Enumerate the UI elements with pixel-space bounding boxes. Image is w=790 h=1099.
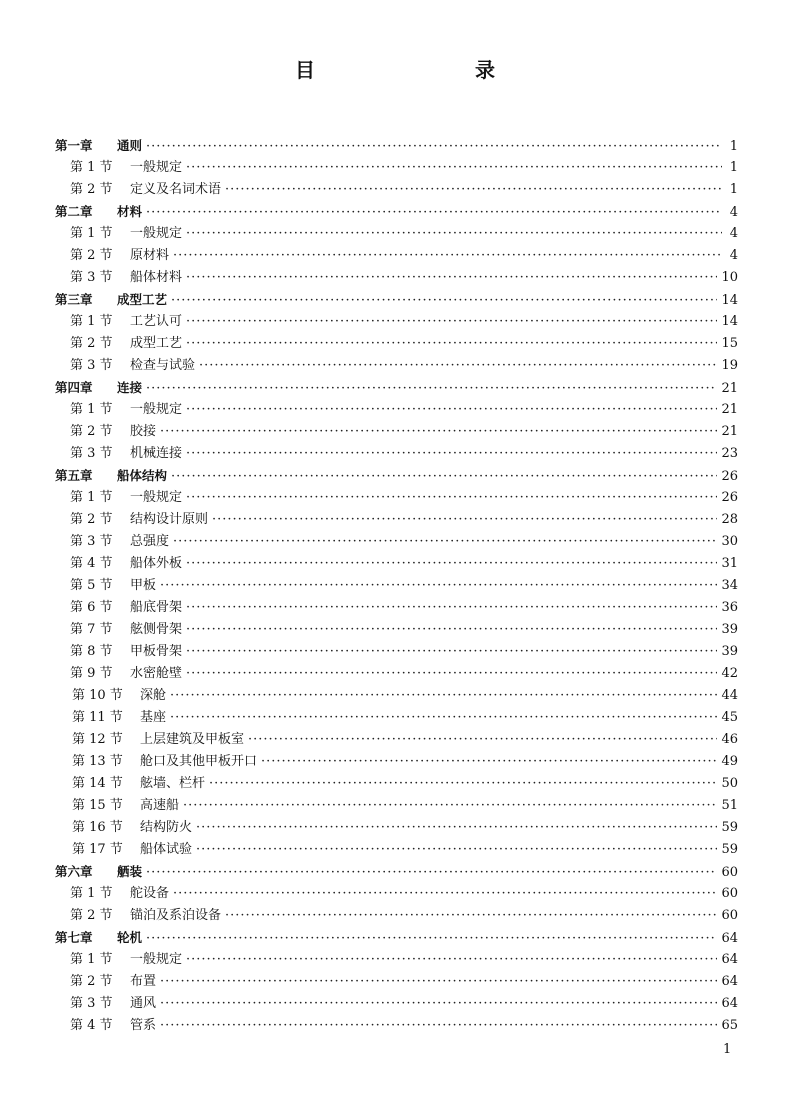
- entry-page-number: 59: [721, 820, 738, 835]
- toc-chapter-entry[interactable]: [55, 289, 738, 311]
- toc-section-entry[interactable]: [55, 179, 738, 201]
- entry-number: 第 9 节: [70, 666, 113, 681]
- entry-number: 第 3 节: [70, 270, 113, 285]
- dot-leader: [173, 245, 722, 267]
- toc-section-entry[interactable]: [55, 575, 738, 597]
- entry-page-number: 4: [729, 226, 738, 241]
- entry-page-number: 49: [721, 754, 738, 769]
- toc-chapter-entry[interactable]: [55, 377, 738, 399]
- dot-leader: [160, 1015, 717, 1037]
- entry-title: 上层建筑及甲板室: [140, 732, 245, 747]
- entry-page-number: 14: [721, 314, 738, 329]
- entry-title: 船底骨架: [130, 600, 183, 615]
- dot-leader: [225, 179, 722, 201]
- entry-title: 管系: [130, 1018, 157, 1033]
- dot-leader: [160, 575, 717, 597]
- entry-title: 深舱: [140, 688, 167, 703]
- entry-title: 甲板骨架: [130, 644, 183, 659]
- dot-leader: [212, 509, 717, 531]
- dot-leader: [186, 487, 717, 509]
- toc-section-entry[interactable]: [55, 157, 738, 179]
- entry-number: 第 2 节: [70, 512, 113, 527]
- entry-number: 第七章: [55, 930, 93, 945]
- entry-title: 水密舱壁: [130, 666, 183, 681]
- entry-page-number: 23: [721, 446, 738, 461]
- entry-number: 第 15 节: [72, 798, 123, 813]
- entry-number: 第 1 节: [70, 226, 113, 241]
- entry-page-number: 46: [721, 732, 738, 747]
- entry-title: 工艺认可: [130, 314, 183, 329]
- entry-number: 第 5 节: [70, 578, 113, 593]
- dot-leader: [199, 355, 717, 377]
- entry-number: 第 11 节: [72, 710, 123, 725]
- toc-section-entry[interactable]: [55, 751, 738, 773]
- entry-number: 第 3 节: [70, 446, 113, 461]
- entry-page-number: 64: [721, 996, 738, 1011]
- toc-section-entry[interactable]: [55, 773, 738, 795]
- entry-page-number: 59: [721, 842, 738, 857]
- entry-page-number: 1: [729, 182, 738, 197]
- dot-leader: [186, 443, 717, 465]
- page-number: 1: [723, 1042, 732, 1057]
- toc-chapter-entry[interactable]: [55, 927, 738, 949]
- entry-page-number: 26: [721, 469, 738, 484]
- entry-number: 第 17 节: [72, 842, 123, 857]
- entry-page-number: 42: [721, 666, 738, 681]
- entry-number: 第六章: [55, 864, 93, 879]
- entry-page-number: 4: [729, 248, 738, 263]
- entry-title: 通风: [130, 996, 157, 1011]
- entry-title: 一般规定: [130, 226, 183, 241]
- toc-section-entry[interactable]: [55, 399, 738, 421]
- dot-leader: [186, 267, 717, 289]
- entry-page-number: 1: [729, 139, 738, 154]
- entry-title: 船体结构: [117, 468, 168, 483]
- entry-title: 船体外板: [130, 556, 183, 571]
- dot-leader: [173, 531, 717, 553]
- entry-number: 第 8 节: [70, 644, 113, 659]
- entry-title: 轮机: [117, 930, 143, 945]
- entry-number: 第 10 节: [72, 688, 123, 703]
- table-of-contents: [55, 135, 738, 1037]
- entry-title: 定义及名词术语: [130, 182, 222, 197]
- toc-section-entry[interactable]: [55, 707, 738, 729]
- entry-page-number: 65: [721, 1018, 738, 1033]
- entry-title: 成型工艺: [130, 336, 183, 351]
- entry-title: 检查与试验: [130, 358, 196, 373]
- entry-number: 第 14 节: [72, 776, 123, 791]
- entry-number: 第 7 节: [70, 622, 113, 637]
- entry-number: 第 1 节: [70, 886, 113, 901]
- entry-title: 通则: [117, 138, 143, 153]
- dot-leader: [186, 223, 722, 245]
- entry-title: 高速船: [140, 798, 180, 813]
- entry-title: 总强度: [130, 534, 170, 549]
- entry-page-number: 19: [721, 358, 738, 373]
- dot-leader: [170, 685, 717, 707]
- entry-title: 连接: [117, 380, 143, 395]
- entry-number: 第 1 节: [70, 952, 113, 967]
- entry-page-number: 14: [721, 293, 738, 308]
- entry-title: 机械连接: [130, 446, 183, 461]
- dot-leader: [170, 707, 717, 729]
- entry-title: 布置: [130, 974, 157, 989]
- entry-title: 锚泊及系泊设备: [130, 908, 222, 923]
- entry-title: 成型工艺: [117, 292, 168, 307]
- entry-title: 一般规定: [130, 402, 183, 417]
- toc-section-entry[interactable]: [55, 531, 738, 553]
- toc-section-entry[interactable]: [55, 685, 738, 707]
- entry-page-number: 21: [721, 424, 738, 439]
- entry-title: 舷墙、栏杆: [140, 776, 206, 791]
- entry-number: 第 16 节: [72, 820, 123, 835]
- entry-number: 第 2 节: [70, 336, 113, 351]
- dot-leader: [160, 971, 717, 993]
- entry-title: 胶接: [130, 424, 157, 439]
- entry-page-number: 26: [721, 490, 738, 505]
- entry-page-number: 1: [729, 160, 738, 175]
- toc-chapter-entry[interactable]: [55, 201, 738, 223]
- toc-section-entry[interactable]: [55, 817, 738, 839]
- dot-leader: [196, 839, 717, 861]
- toc-chapter-entry[interactable]: [55, 465, 738, 487]
- dot-leader: [186, 663, 717, 685]
- toc-section-entry[interactable]: [55, 905, 738, 927]
- entry-number: 第 12 节: [72, 732, 123, 747]
- entry-title: 材料: [117, 204, 143, 219]
- entry-page-number: 34: [721, 578, 738, 593]
- entry-title: 基座: [140, 710, 167, 725]
- entry-title: 原材料: [130, 248, 170, 263]
- entry-page-number: 64: [721, 952, 738, 967]
- entry-title: 船体材料: [130, 270, 183, 285]
- entry-number: 第二章: [55, 204, 93, 219]
- entry-title: 一般规定: [130, 952, 183, 967]
- entry-number: 第 3 节: [70, 534, 113, 549]
- toc-section-entry[interactable]: [55, 311, 738, 333]
- toc-section-entry[interactable]: [55, 333, 738, 355]
- toc-section-entry[interactable]: [55, 883, 738, 905]
- entry-number: 第 1 节: [70, 402, 113, 417]
- toc-section-entry[interactable]: [55, 795, 738, 817]
- dot-leader: [186, 949, 717, 971]
- toc-section-entry[interactable]: [55, 949, 738, 971]
- dot-leader: [186, 333, 717, 355]
- toc-section-entry[interactable]: [55, 421, 738, 443]
- entry-number: 第 1 节: [70, 490, 113, 505]
- entry-number: 第 4 节: [70, 556, 113, 571]
- entry-page-number: 64: [721, 974, 738, 989]
- entry-title: 舾装: [117, 864, 143, 879]
- entry-number: 第 6 节: [70, 600, 113, 615]
- entry-title: 舷侧骨架: [130, 622, 183, 637]
- toc-section-entry[interactable]: [55, 223, 738, 245]
- dot-leader: [146, 202, 722, 224]
- entry-page-number: 64: [721, 931, 738, 946]
- dot-leader: [186, 553, 717, 575]
- entry-page-number: 15: [721, 336, 738, 351]
- dot-leader: [186, 597, 717, 619]
- toc-section-entry[interactable]: [55, 641, 738, 663]
- entry-page-number: 4: [729, 205, 738, 220]
- toc-section-entry[interactable]: [55, 267, 738, 289]
- toc-section-entry[interactable]: [55, 509, 738, 531]
- entry-number: 第四章: [55, 380, 93, 395]
- entry-number: 第 4 节: [70, 1018, 113, 1033]
- entry-number: 第 1 节: [70, 314, 113, 329]
- entry-page-number: 60: [721, 908, 738, 923]
- entry-page-number: 45: [721, 710, 738, 725]
- dot-leader: [261, 751, 717, 773]
- entry-page-number: 28: [721, 512, 738, 527]
- dot-leader: [209, 773, 717, 795]
- entry-page-number: 50: [721, 776, 738, 791]
- toc-section-entry[interactable]: [55, 729, 738, 751]
- entry-number: 第三章: [55, 292, 93, 307]
- toc-section-entry[interactable]: [55, 619, 738, 641]
- entry-number: 第五章: [55, 468, 93, 483]
- dot-leader: [186, 641, 717, 663]
- entry-number: 第 2 节: [70, 974, 113, 989]
- entry-title: 一般规定: [130, 160, 183, 175]
- entry-page-number: 39: [721, 644, 738, 659]
- dot-leader: [173, 883, 717, 905]
- entry-number: 第 3 节: [70, 996, 113, 1011]
- dot-leader: [196, 817, 717, 839]
- dot-leader: [248, 729, 717, 751]
- entry-title: 舵设备: [130, 886, 170, 901]
- dot-leader: [225, 905, 717, 927]
- entry-title: 一般规定: [130, 490, 183, 505]
- entry-number: 第 2 节: [70, 908, 113, 923]
- toc-section-entry[interactable]: [55, 553, 738, 575]
- entry-page-number: 21: [721, 402, 738, 417]
- toc-chapter-entry[interactable]: [55, 861, 738, 883]
- toc-section-entry[interactable]: [55, 443, 738, 465]
- toc-section-entry[interactable]: [55, 355, 738, 377]
- dot-leader: [146, 136, 722, 158]
- entry-page-number: 10: [721, 270, 738, 285]
- entry-number: 第一章: [55, 138, 93, 153]
- toc-section-entry[interactable]: [55, 487, 738, 509]
- dot-leader: [171, 466, 717, 488]
- entry-page-number: 31: [721, 556, 738, 571]
- entry-number: 第 2 节: [70, 182, 113, 197]
- entry-page-number: 30: [721, 534, 738, 549]
- entry-number: 第 2 节: [70, 248, 113, 263]
- dot-leader: [186, 311, 717, 333]
- toc-section-entry[interactable]: [55, 993, 738, 1015]
- entry-title: 舱口及其他甲板开口: [140, 754, 258, 769]
- entry-number: 第 2 节: [70, 424, 113, 439]
- dot-leader: [160, 421, 717, 443]
- entry-page-number: 21: [721, 381, 738, 396]
- toc-section-entry[interactable]: [55, 971, 738, 993]
- dot-leader: [160, 993, 717, 1015]
- entry-title: 结构设计原则: [130, 512, 209, 527]
- entry-title: 结构防火: [140, 820, 193, 835]
- entry-page-number: 44: [721, 688, 738, 703]
- toc-section-entry[interactable]: [55, 245, 738, 267]
- dot-leader: [183, 795, 717, 817]
- dot-leader: [171, 290, 717, 312]
- dot-leader: [146, 378, 717, 400]
- toc-section-entry[interactable]: [55, 839, 738, 861]
- toc-section-entry[interactable]: [55, 597, 738, 619]
- entry-page-number: 51: [721, 798, 738, 813]
- dot-leader: [146, 928, 717, 950]
- dot-leader: [186, 399, 717, 421]
- entry-number: 第 1 节: [70, 160, 113, 175]
- dot-leader: [146, 862, 717, 884]
- dot-leader: [186, 157, 722, 179]
- page-title: 目 录: [295, 58, 535, 82]
- entry-title: 船体试验: [140, 842, 193, 857]
- entry-page-number: 60: [721, 865, 738, 880]
- toc-section-entry[interactable]: [55, 663, 738, 685]
- dot-leader: [186, 619, 717, 641]
- toc-chapter-entry[interactable]: [55, 135, 738, 157]
- entry-number: 第 3 节: [70, 358, 113, 373]
- entry-page-number: 60: [721, 886, 738, 901]
- toc-section-entry[interactable]: [55, 1015, 738, 1037]
- entry-page-number: 36: [721, 600, 738, 615]
- entry-number: 第 13 节: [72, 754, 123, 769]
- entry-title: 甲板: [130, 578, 157, 593]
- entry-page-number: 39: [721, 622, 738, 637]
